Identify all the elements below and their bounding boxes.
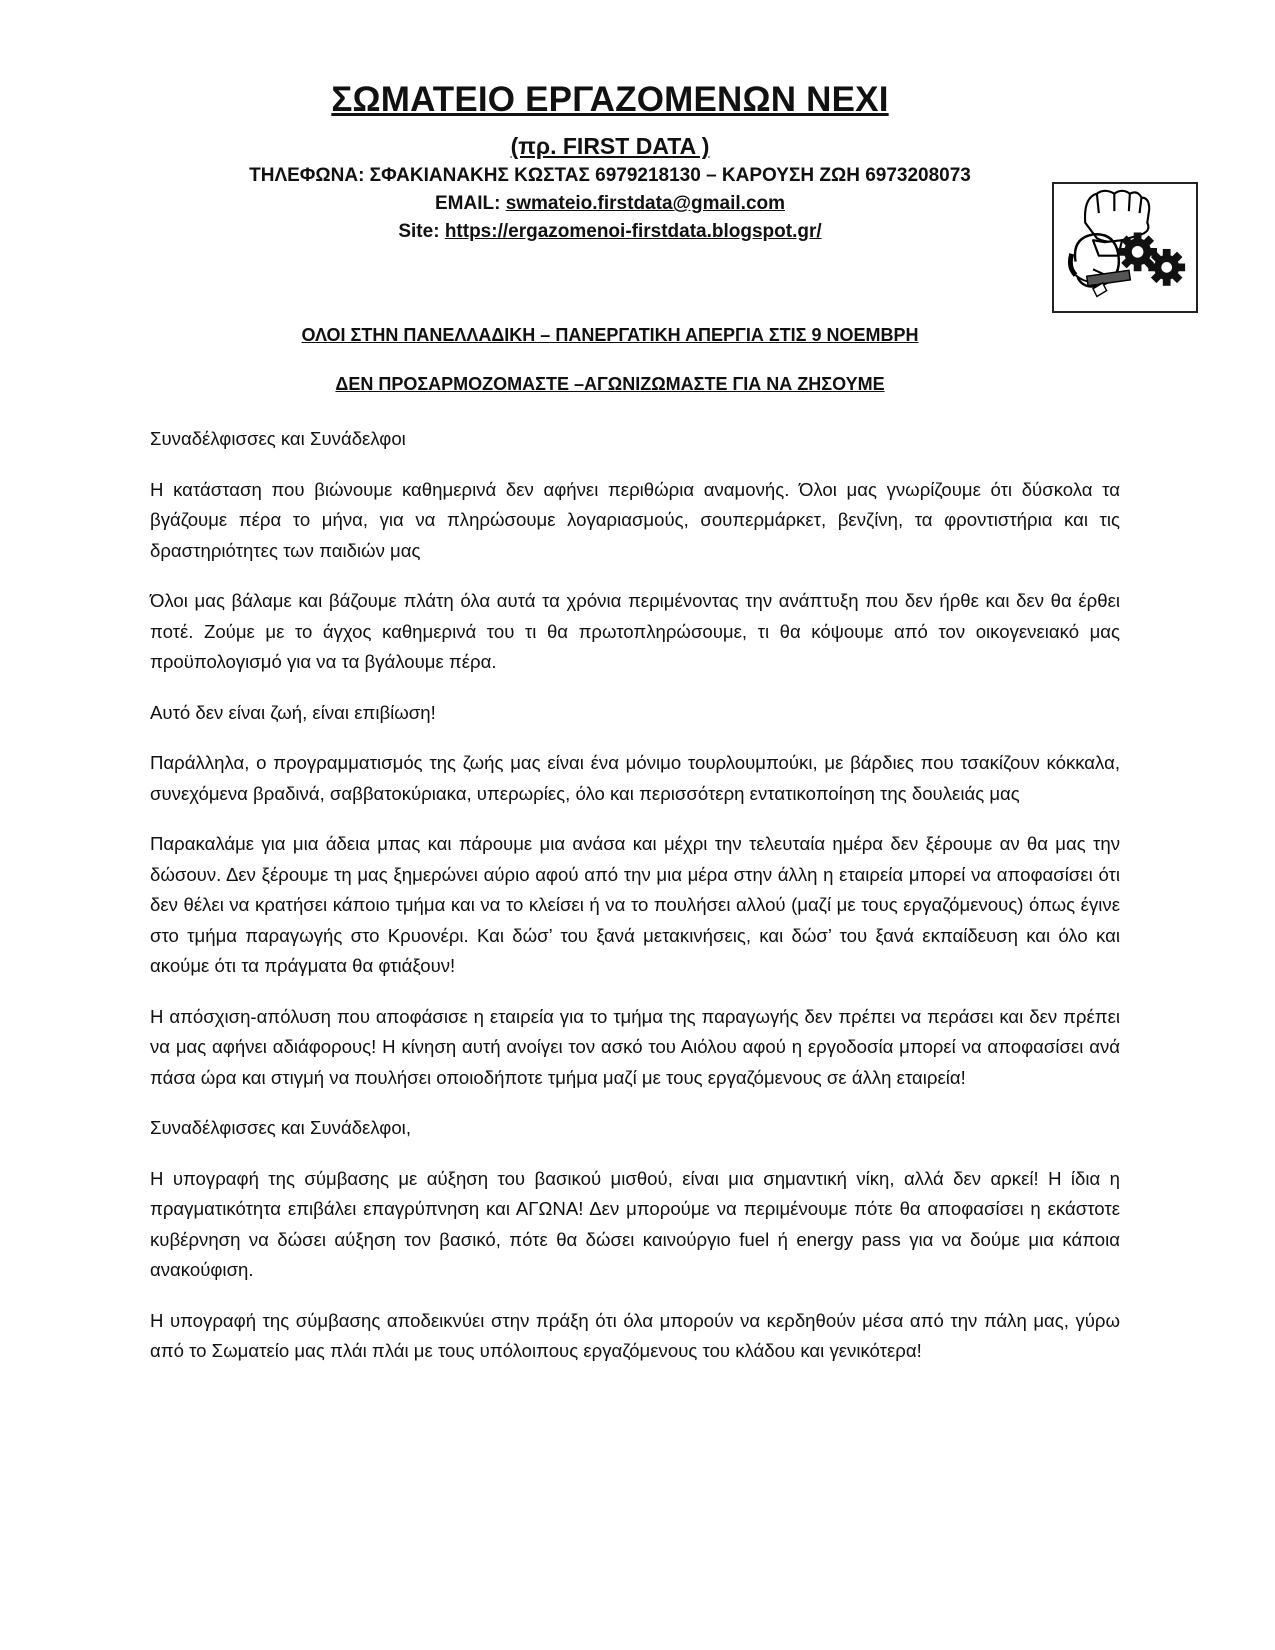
phones-line: ΤΗΛΕΦΩΝΑ: ΣΦΑΚΙΑΝΑΚΗΣ ΚΩΣΤΑΣ 6979218130 – ΚΑΡΟΥΣΗ ΖΩΗ 6973208073 xyxy=(249,165,971,186)
site-label: Site: xyxy=(398,221,440,242)
paragraph: Η απόσχιση-απόλυση που αποφάσισε η εταιρεία για το τμήμα της παραγωγής δεν πρέπει να περάσει και δεν πρέπει να μας αφήνει αδιάφορους! Η κίνηση αυτή ανοίγει τον ασκό του Αιόλου αφού η εργοδοσία μπορεί να αποφασίσει ανά πάσα ώρα και στιγμή να πουλήσει οποιοδήποτε τμήμα μαζί με τους εργαζόμενους σε άλλη εταιρεία! xyxy=(150,1005,1120,1088)
org-title: ΣΩΜΑΤΕΙΟ ΕΡΓΑΖΟΜΕΝΩΝ NEXI xyxy=(331,80,889,119)
email-link[interactable]: swmateio.firstdata@gmail.com xyxy=(505,193,786,214)
email-line xyxy=(150,190,1070,218)
paragraph: Η υπογραφή της σύμβασης αποδεικνύει στην πράξη ότι όλα μπορούν να κερδηθούν μέσα από την πάλη μας, γύρω από το Σωματείο μας πλάι πλάι με τους υπόλοιπους εργαζόμενους του κλάδου και γενικότερα! xyxy=(150,1309,1120,1361)
greeting: Συναδέλφισσες και Συνάδελφοι, xyxy=(150,1117,411,1138)
org-subtitle: (πρ. FIRST DATA ) xyxy=(510,133,710,159)
email-label: EMAIL: xyxy=(434,193,501,214)
site-line xyxy=(150,218,1070,246)
slogan-headline: ΔΕΝ ΠΡΟΣΑΡΜΟΖΟΜΑΣΤΕ –ΑΓΩΝΙΖΩΜΑΣΤΕ ΓΙΑ ΝΑ ΖΗΣΟΥΜΕ xyxy=(335,374,885,394)
strike-headline: ΟΛΟΙ ΣΤΗΝ ΠΑΝΕΛΛΑΔΙΚΗ – ΠΑΝΕΡΓΑΤΙΚΗ ΑΠΕΡΓΙΑ ΣΤΙΣ 9 ΝΟΕΜΒΡΗ xyxy=(301,325,919,345)
site-link[interactable]: https://ergazomenoi-firstdata.blogspot.gr/ xyxy=(444,221,822,242)
paragraph: Όλοι μας βάλαμε και βάζουμε πλάτη όλα αυτά τα χρόνια περιμένοντας την ανάπτυξη που δεν ήρθε και δεν θα έρθει ποτέ. Ζούμε με το άγχος καθημερινά του τι θα πρωτοπληρώσουμε, τι θα κόψουμε από τον οικογενειακό μας προϋπολογισμό για να τα βγάλουμε πέρα. xyxy=(150,590,1120,672)
paragraph: Η κατάσταση που βιώνουμε καθημερινά δεν αφήνει περιθώρια αναμονής. Όλοι μας γνωρίζουμε ότι δύσκολα τα βγάζουμε πέρα το μήνα, για να πληρώσουμε λογαριασμούς, σουπερμάρκετ, βενζίνη, τα φροντιστήρια και τις δραστηριότητες των παιδιών μας xyxy=(150,478,1120,561)
raised-fist-gears-icon xyxy=(1054,184,1196,311)
paragraph: Η υπογραφή της σύμβασης με αύξηση του βασικού μισθού, είναι μια σημαντική νίκη, αλλά δεν αρκεί! Η ίδια η πραγματικότητα επιβάλει επαγρύπνηση και ΑΓΩΝΑ! Δεν μπορούμε να περιμένουμε πότε θα αποφασίσει η εκάστοτε κυβέρνηση να δώσει αύξηση τον βασικό, πότε θα δώσει καινούργιο fuel ή energy pass για να δούμε μια κάποια ανακούφιση. xyxy=(150,1167,1120,1280)
paragraph: Παρακαλάμε για μια άδεια μπας και πάρουμε μια ανάσα και μέχρι την τελευταία ημέρα δεν ξέρουμε αν θα μας την δώσουν. Δεν ξέρουμε τη μας ξημερώνει αύριο αφού από την μια μέρα στην άλλη η εταιρεία μπορεί να αποφασίσει ότι δεν θέλει να κρατήσει κάποιο τμήμα και να το κλείσει ή να το πουλήσει αλλού (μαζί με τους εργαζόμενους) όπως έγινε στο τμήμα παραγωγής στο Κρυονέρι. Και δώσ’ του ξανά μετακινήσεις, και δώσ’ του ξανά εκπαίδευση και όλο και ακούμε ότι τα πράγματα θα φτιάξουν! xyxy=(150,833,1120,976)
union-logo xyxy=(1052,182,1198,313)
letterhead xyxy=(150,76,1070,246)
paragraph: Αυτό δεν είναι ζωή, είναι επιβίωση! xyxy=(150,701,436,723)
paragraph: Παράλληλα, ο προγραμματισμός της ζωής μας είναι ένα μόνιμο τουρλουμπούκι, με βάρδιες που τσακίζουν κόκκαλα, συνεχόμενα βραδινά, σαββατοκύριακα, υπερωρίες, όλο και περισσότερη εντατικοποίηση της δουλειάς μας xyxy=(150,752,1120,804)
greeting: Συναδέλφισσες και Συνάδελφοι xyxy=(150,428,406,449)
letter-body xyxy=(150,424,1120,1387)
